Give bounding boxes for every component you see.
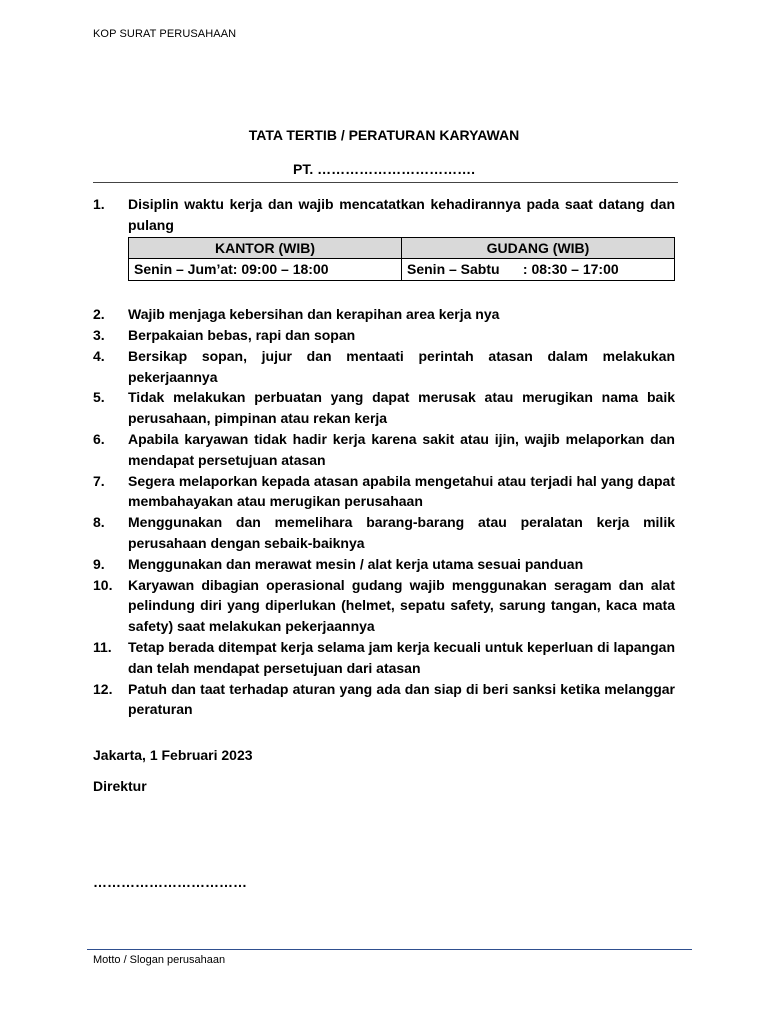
rule-text: Tidak melakukan perbuatan yang dapat merusak atau merugikan nama baik perusahaan, pimpinan atau rekan kerja	[128, 389, 675, 427]
signature-place-date: Jakarta, 1 Februari 2023	[93, 747, 253, 763]
rule-item-5	[93, 387, 675, 429]
rule-item-3	[93, 325, 675, 346]
rule-text: Karyawan dibagian operasional gudang wajib menggunakan seragam dan alat pelindung diri yang diperlukan (helmet, sepatu safety, sarung tangan, kaca mata safety) saat melakukan pekerjaannya	[128, 576, 675, 635]
rule-number: 2.	[93, 306, 105, 323]
rule-number: 5.	[93, 389, 105, 406]
signature-name-line: ……………………………	[93, 874, 247, 890]
rule-text: Patuh dan taat terhadap aturan yang ada dan siap di beri sanksi ketika melanggar peraturan	[128, 680, 675, 718]
cell-office-hours: Senin – Jum’at: 09:00 – 18:00	[129, 259, 402, 281]
header-office-hours: KANTOR (WIB)	[129, 237, 402, 259]
footer-motto: Motto / Slogan perusahaan	[93, 954, 226, 966]
rule-item-11	[93, 637, 675, 679]
table-row	[129, 259, 675, 281]
rule-number: 3.	[93, 326, 105, 343]
footer-divider	[87, 949, 692, 950]
rule-number: 1.	[93, 196, 105, 212]
rule-item-7	[93, 471, 675, 513]
cell-warehouse-hours: Senin – Sabtu : 08:30 – 17:00	[402, 259, 675, 281]
working-hours-table	[128, 237, 675, 282]
rule-number: 6.	[93, 430, 105, 447]
rule-item-6	[93, 429, 675, 471]
table-header-row	[129, 237, 675, 259]
rule-number: 11.	[93, 638, 112, 655]
rule-text: Tetap berada ditempat kerja selama jam kerja kecuali untuk keperluan di lapangan dan telah mendapat persetujuan dari atasan	[128, 638, 675, 676]
rule-item-2	[93, 304, 675, 325]
rule-number: 12.	[93, 680, 113, 697]
company-name-line: PT. …………………………….	[292, 161, 475, 177]
rule-item-8	[93, 512, 675, 554]
signature-role: Direktur	[93, 778, 147, 794]
document-title: TATA TERTIB / PERATURAN KARYAWAN	[248, 127, 520, 143]
rule-text: Menggunakan dan memelihara barang-barang atau peralatan kerja milik perusahaan dengan sebaik-baiknya	[128, 514, 675, 551]
rule-item-12	[93, 679, 675, 721]
rule-number: 10.	[93, 576, 113, 593]
rule-item-10	[93, 575, 675, 637]
rule-text: Bersikap sopan, jujur dan mentaati perintah atasan dalam melakukan pekerjaannya	[128, 347, 675, 385]
rule-text: Apabila karyawan tidak hadir kerja karena sakit atau ijin, wajib melaporkan dan mendapat persetujuan atasan	[128, 430, 675, 468]
title-divider	[93, 182, 678, 183]
rule-text: Disiplin waktu kerja dan wajib mencatatkan kehadirannya pada saat datang dan pulang	[128, 196, 675, 233]
rule-text: Berpakaian bebas, rapi dan sopan	[128, 326, 356, 343]
letterhead: KOP SURAT PERUSAHAAN	[93, 28, 237, 40]
rule-number: 8.	[93, 514, 105, 531]
rule-text: Segera melaporkan kepada atasan apabila mengetahui atau terjadi hal yang dapat membahayakan atau merugikan perusahaan	[128, 472, 675, 510]
header-warehouse-hours: GUDANG (WIB)	[402, 237, 675, 259]
rule-item-1	[93, 194, 675, 236]
rule-number: 9.	[93, 555, 105, 572]
rule-number: 7.	[93, 472, 105, 489]
rule-item-4	[93, 346, 675, 388]
rule-text: Menggunakan dan merawat mesin / alat kerja utama sesuai panduan	[128, 555, 584, 572]
rule-text: Wajib menjaga kebersihan dan kerapihan area kerja nya	[128, 306, 500, 323]
rule-item-9	[93, 554, 675, 575]
rules-list	[93, 194, 675, 720]
rule-number: 4.	[93, 347, 105, 364]
